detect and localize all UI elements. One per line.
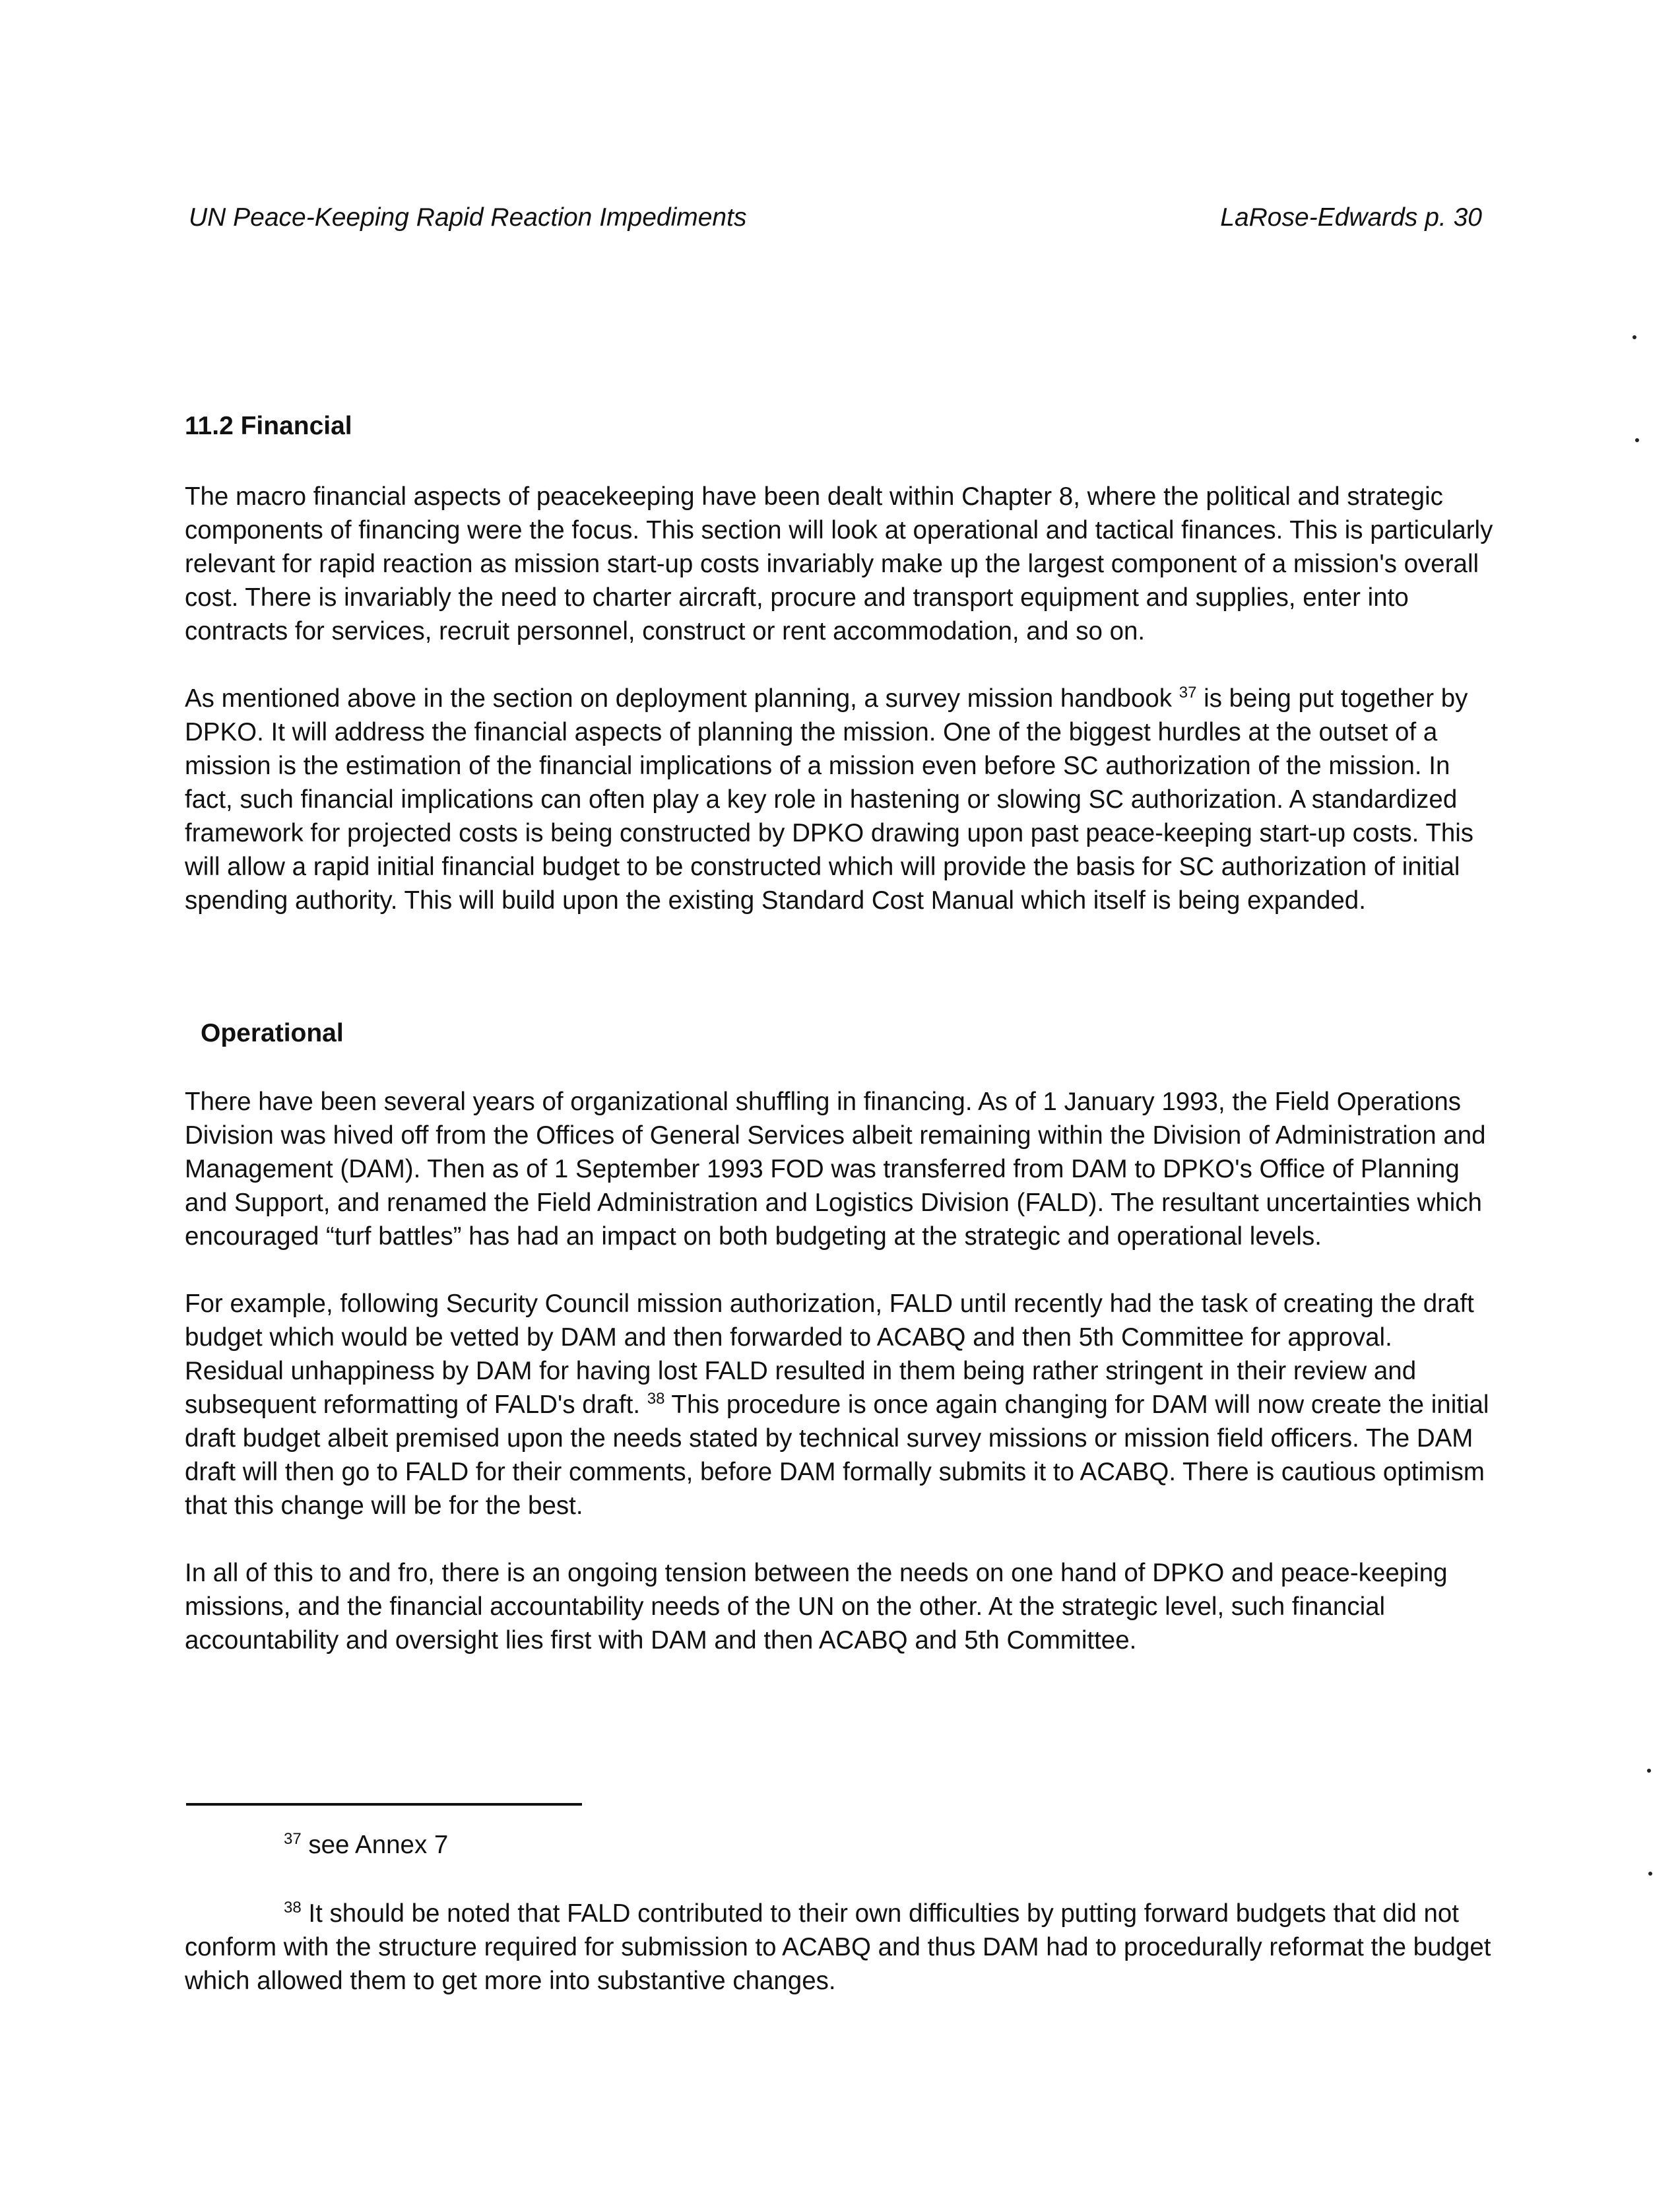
scan-speck: [1635, 438, 1639, 442]
paragraph-text: For example, following Security Council mission authorization, FALD until recently had the task of creating the draft budget which would be vetted by DAM and then forwarded to ACABQ and then 5th Committee for approval. Residual unhappiness by DAM for having lost FALD resulted in them being rather stringent in their review and subsequent reformatting of FALD's draft.: [185, 1290, 1474, 1419]
scan-speck: [1648, 1872, 1652, 1876]
paragraph: [185, 1287, 1498, 1523]
scan-speck: [1632, 335, 1636, 339]
footnote-number: 38: [284, 1899, 302, 1917]
paragraph-text: is being put together by DPKO. It will address the financial aspects of planning the mission. One of the biggest hurdles at the outset of a mission is the estimation of the financial implications of a mission even before SC authorization of the mission. In fact, such financial implications can often play a key role in hastening or slowing SC authorization. A standardized framework for projected costs is being constructed by DPKO drawing upon past peace-keeping start-up costs. This will allow a rapid initial financial budget to be constructed which will provide the basis for SC authorization of initial spending authority. This will build upon the existing Standard Cost Manual which itself is being expanded.: [185, 684, 1474, 915]
paragraph: There have been several years of organizational shuffling in financing. As of 1 January 1993, the Field Operations Division was hived off from the Offices of General Services albeit remaining within the Division of Administration and Management (DAM). Then as of 1 September 1993 FOD was transferred from DAM to DPKO's Office of Planning and Support, and renamed the Field Administration and Logistics Division (FALD). The resultant uncertainties which encouraged “turf battles” has had an impact on both budgeting at the strategic and operational levels.: [185, 1088, 1486, 1251]
footnote-number: 37: [284, 1830, 302, 1849]
running-header: [189, 198, 1482, 238]
paragraph-text: As mentioned above in the section on deployment planning, a survey mission handbook: [185, 684, 1179, 713]
paragraph: [185, 682, 1498, 917]
footnote-separator: [186, 1803, 582, 1806]
footnote-text: see Annex 7: [301, 1831, 449, 1859]
section-heading: 11.2 Financial: [185, 412, 352, 440]
paragraph: In all of this to and fro, there is an ongoing tension between the needs on one hand of DPKO and peace-keeping missions, and the financial accountability needs of the UN on the other. At the strategic level, such financial accountability and oversight lies first with DAM and then ACABQ and 5th Committee.: [185, 1559, 1448, 1655]
footnote: [185, 1828, 1498, 1862]
footnote-reference: 37: [1179, 684, 1197, 702]
scan-speck: [1647, 1769, 1651, 1773]
footnote-text: It should be noted that FALD contributed to their own difficulties by putting forward budgets that did not conform with the structure required for submission to ACABQ and thus DAM had to procedurally reformat the budget which allowed them to get more into substantive changes.: [185, 1899, 1491, 1995]
header-author-page: LaRose-Edwards p. 30: [1220, 203, 1482, 232]
paragraph-text: This procedure is once again changing for DAM will now create the initial draft budget albeit premised upon the needs stated by technical survey missions or mission field officers. The DAM draft will then go to FALD for their comments, before DAM formally submits it to ACABQ. There is cautious optimism that this change will be for the best.: [185, 1391, 1489, 1520]
body-text: [185, 409, 1498, 1691]
paragraph: The macro financial aspects of peacekeeping have been dealt within Chapter 8, where the political and strategic components of financing were the focus. This section will look at operational and tactical finances. This is particularly relevant for rapid reaction as mission start-up costs invariably make up the largest component of a mission's overall cost. There is invariably the need to charter aircraft, procure and transport equipment and supplies, enter into contracts for services, recruit personnel, construct or rent accommodation, and so on.: [185, 482, 1493, 645]
footnote: [185, 1897, 1498, 1998]
footnote-reference: 38: [647, 1390, 665, 1408]
header-document-title: UN Peace-Keeping Rapid Reaction Impediments: [189, 203, 747, 232]
footnotes: [185, 1828, 1498, 2033]
subsection-heading: Operational: [201, 1019, 344, 1047]
